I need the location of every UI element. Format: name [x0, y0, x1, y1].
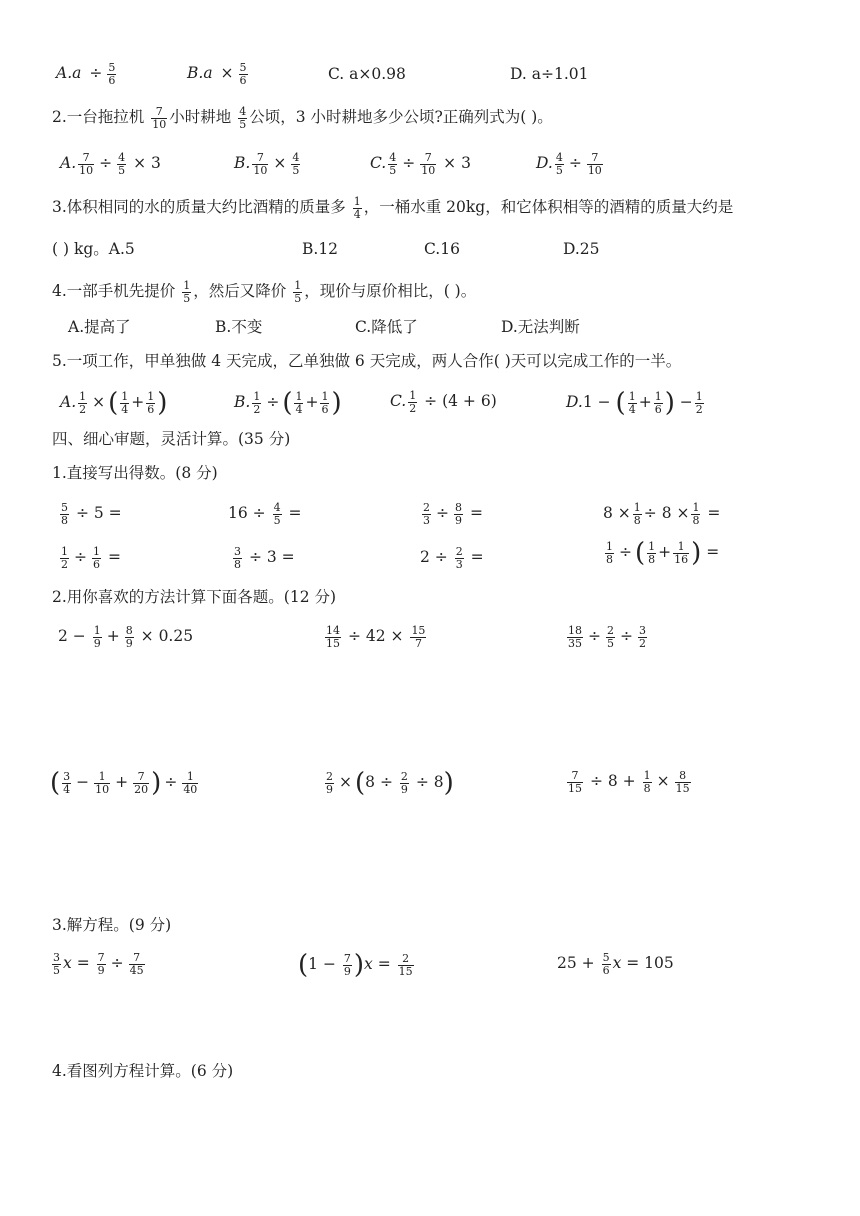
- calc-6: $\frac{7}{15}$ ÷ 8 + $\frac{1}{8}$ × $\frac{8}{15}$: [568, 769, 690, 795]
- calc-3: $\frac{18}{35}$ ÷ $\frac{2}{5}$ ÷ $\frac{3}{2}$: [568, 624, 646, 650]
- q4-option-c: C.降低了: [355, 318, 418, 336]
- oral-r1c4: 8 × $\frac{1}{8}$ ÷ 8 × $\frac{1}{8}$ =: [603, 501, 721, 527]
- q2-stem: 2.一台拖拉机 $\frac{7}{10}$ 小时耕地 $\frac{4}{5}$ 公顷，3 小时耕地多少公顷?正确列式为( )。: [52, 105, 553, 131]
- calc-2: $\frac{14}{15}$ ÷ 42 × $\frac{15}{7}$: [326, 624, 426, 650]
- oral-r2c1: $\frac{1}{2}$ ÷ $\frac{1}{6}$ =: [61, 545, 121, 571]
- q2-option-c: C. $\frac{4}{5}$ ÷ $\frac{7}{10}$ × 3: [370, 151, 471, 177]
- q5-option-c: C. $\frac{1}{2}$ ÷ (4 + 6): [390, 389, 497, 415]
- q5-option-a: A. $\frac{1}{2}$ × ( $\frac{1}{4}$ + $\frac{1}{6}$ ): [60, 388, 168, 418]
- q2-option-d: D. $\frac{4}{5}$ ÷ $\frac{7}{10}$: [536, 151, 602, 177]
- calc-5: $\frac{2}{9}$ × (8 ÷ $\frac{2}{9}$ ÷ 8): [326, 768, 454, 798]
- oral-r1c2: 16 ÷ $\frac{4}{5}$ =: [228, 501, 302, 527]
- equation-1: $\frac{3}{5}$ x = $\frac{7}{9}$ ÷ $\frac{7}{45}$: [53, 951, 144, 977]
- section-4-1-heading: 1.直接写出得数。(8 分): [52, 464, 218, 482]
- q3-line2: ( ) kg。A.5: [52, 240, 135, 258]
- q3-option-b: B.12: [302, 240, 339, 258]
- oral-r2c4: $\frac{1}{8}$ ÷ ( $\frac{1}{8}$ + $\frac{1}{16}$ ) =: [606, 538, 720, 568]
- q-prev-option-a: A.a ÷ $\frac{5}{6}$: [56, 61, 116, 87]
- section-4-title: 四、细心审题，灵活计算。(35 分): [52, 430, 291, 448]
- q5-stem: 5.一项工作，甲单独做 4 天完成，乙单独做 6 天完成，两人合作( )天可以完成工作的一半。: [52, 352, 682, 370]
- q3-option-d: D.25: [563, 240, 600, 258]
- oral-r2c3: 2 ÷ $\frac{2}{3}$ =: [420, 545, 484, 571]
- section-4-2-heading: 2.用你喜欢的方法计算下面各题。(12 分): [52, 588, 337, 606]
- q5-option-b: B. $\frac{1}{2}$ ÷ ( $\frac{1}{4}$ + $\frac{1}{6}$ ): [234, 388, 342, 418]
- oral-r1c3: $\frac{2}{3}$ ÷ $\frac{8}{9}$ =: [423, 501, 483, 527]
- q3-option-c: C.16: [424, 240, 460, 258]
- oral-r1c1: $\frac{5}{8}$ ÷ 5 =: [61, 501, 122, 527]
- q4-option-b: B.不变: [215, 318, 263, 336]
- q3-stem: 3.体积相同的水的质量大约比酒精的质量多 $\frac{1}{4}$ ，一桶水重 20kg，和它体积相等的酒精的质量大约是: [52, 195, 734, 221]
- q4-stem: 4.一部手机先提价 $\frac{1}{5}$ ，然后又降价 $\frac{1}{5}$ ，现价与原价相比，( )。: [52, 279, 477, 305]
- q4-option-a: A.提高了: [68, 318, 131, 336]
- q5-option-d: D.1 − ( $\frac{1}{4}$ + $\frac{1}{6}$ ) − $\frac{1}{2}$: [566, 388, 703, 418]
- calc-1: 2 − $\frac{1}{9}$ + $\frac{8}{9}$ × 0.25: [58, 624, 194, 650]
- q2-option-a: A. $\frac{7}{10}$ ÷ $\frac{4}{5}$ × 3: [60, 151, 161, 177]
- q2-option-b: B. $\frac{7}{10}$ × $\frac{4}{5}$: [234, 151, 300, 177]
- equation-3: 25 + $\frac{5}{6}$ x = 105: [557, 951, 674, 977]
- calc-4: ( $\frac{3}{4}$ − $\frac{1}{10}$ + $\frac{7}{20}$ ) ÷ $\frac{1}{40}$: [50, 768, 198, 798]
- oral-r2c2: $\frac{3}{8}$ ÷ 3 =: [234, 545, 295, 571]
- q-prev-option-c: C. a×0.98: [328, 65, 406, 83]
- q-prev-option-d: D. a÷1.01: [510, 65, 589, 83]
- section-4-3-heading: 3.解方程。(9 分): [52, 916, 172, 934]
- q-prev-option-b: B.a × $\frac{5}{6}$: [187, 61, 247, 87]
- section-4-4-heading: 4.看图列方程计算。(6 分): [52, 1062, 234, 1080]
- equation-2: (1 − $\frac{7}{9}$ )x = $\frac{2}{15}$: [298, 950, 413, 980]
- q4-option-d: D.无法判断: [501, 318, 580, 336]
